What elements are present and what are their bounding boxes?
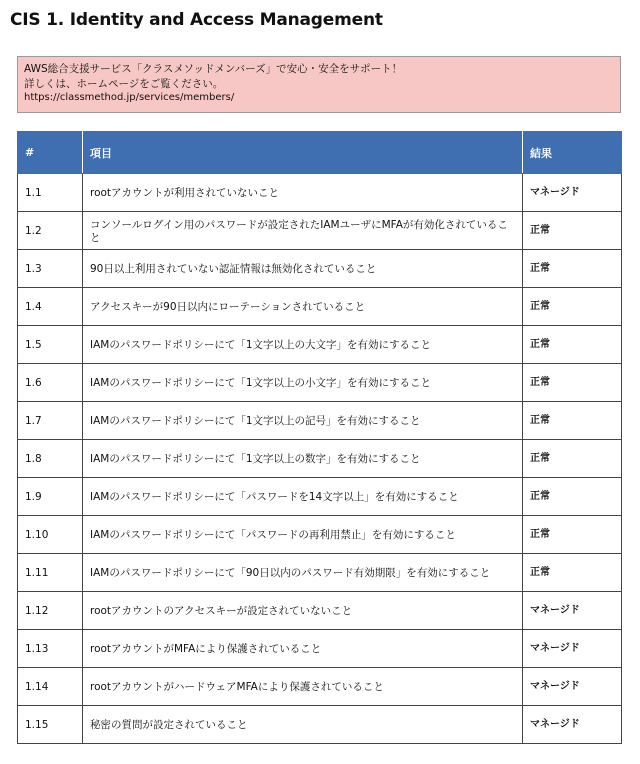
table-row — [18, 630, 622, 668]
row-result: 正常 — [523, 516, 622, 554]
table-row — [18, 668, 622, 706]
row-number: 1.15 — [18, 706, 83, 744]
row-result: 正常 — [523, 364, 622, 402]
row-item: コンソールログイン用のパスワードが設定されたIAMユーザにMFAが有効化されていること — [83, 212, 523, 250]
row-result: 正常 — [523, 326, 622, 364]
table-row — [18, 174, 622, 212]
row-number: 1.3 — [18, 250, 83, 288]
page-title: CIS 1. Identity and Access Management — [10, 10, 383, 30]
table-row — [18, 706, 622, 744]
cis-results-table — [17, 131, 622, 744]
row-result: マネージド — [523, 174, 622, 212]
row-item: アクセスキーが90日以内にローテーションされていること — [83, 288, 523, 326]
row-result: マネージド — [523, 668, 622, 706]
header-number: # — [18, 132, 83, 174]
table-row — [18, 288, 622, 326]
row-item: IAMのパスワードポリシーにて「1文字以上の小文字」を有効にすること — [83, 364, 523, 402]
promo-notice — [17, 56, 621, 113]
table-row — [18, 402, 622, 440]
notice-line-1: AWS総合支援サービス「クラスメソッドメンバーズ」で安心・安全をサポート！ — [24, 63, 403, 75]
table-row — [18, 478, 622, 516]
row-number: 1.6 — [18, 364, 83, 402]
row-item: IAMのパスワードポリシーにて「1文字以上の記号」を有効にすること — [83, 402, 523, 440]
row-result: 正常 — [523, 288, 622, 326]
table-row — [18, 326, 622, 364]
row-item: rootアカウントのアクセスキーが設定されていないこと — [83, 592, 523, 630]
notice-line-2: 詳しくは、ホームページをご覧ください。 — [24, 77, 224, 90]
table-row — [18, 516, 622, 554]
row-result: 正常 — [523, 554, 622, 592]
table-row — [18, 592, 622, 630]
row-number: 1.8 — [18, 440, 83, 478]
row-number: 1.1 — [18, 174, 83, 212]
row-result: 正常 — [523, 478, 622, 516]
row-item: rootアカウントが利用されていないこと — [83, 174, 523, 212]
table-row — [18, 250, 622, 288]
row-item: IAMのパスワードポリシーにて「パスワードの再利用禁止」を有効にすること — [83, 516, 523, 554]
row-number: 1.5 — [18, 326, 83, 364]
row-item: rootアカウントがMFAにより保護されていること — [83, 630, 523, 668]
row-number: 1.10 — [18, 516, 83, 554]
row-item: IAMのパスワードポリシーにて「90日以内のパスワード有効期限」を有効にすること — [83, 554, 523, 592]
row-result: 正常 — [523, 440, 622, 478]
notice-url-link[interactable]: https://classmethod.jp/services/members/ — [24, 92, 235, 103]
row-number: 1.11 — [18, 554, 83, 592]
table-row — [18, 212, 622, 250]
row-number: 1.13 — [18, 630, 83, 668]
row-number: 1.9 — [18, 478, 83, 516]
row-item: rootアカウントがハードウェアMFAにより保護されていること — [83, 668, 523, 706]
row-result: マネージド — [523, 706, 622, 744]
row-item: 90日以上利用されていない認証情報は無効化されていること — [83, 250, 523, 288]
table-header-row — [18, 132, 622, 174]
row-item: IAMのパスワードポリシーにて「1文字以上の大文字」を有効にすること — [83, 326, 523, 364]
row-result: マネージド — [523, 630, 622, 668]
table-row — [18, 554, 622, 592]
row-item: 秘密の質問が設定されていること — [83, 706, 523, 744]
row-number: 1.2 — [18, 212, 83, 250]
table-row — [18, 364, 622, 402]
row-result: マネージド — [523, 592, 622, 630]
table-row — [18, 440, 622, 478]
row-result: 正常 — [523, 402, 622, 440]
row-number: 1.4 — [18, 288, 83, 326]
row-result: 正常 — [523, 212, 622, 250]
row-item: IAMのパスワードポリシーにて「パスワードを14文字以上」を有効にすること — [83, 478, 523, 516]
row-number: 1.7 — [18, 402, 83, 440]
row-result: 正常 — [523, 250, 622, 288]
row-number: 1.12 — [18, 592, 83, 630]
header-result: 結果 — [523, 132, 622, 174]
row-number: 1.14 — [18, 668, 83, 706]
header-item: 項目 — [83, 132, 523, 174]
row-item: IAMのパスワードポリシーにて「1文字以上の数字」を有効にすること — [83, 440, 523, 478]
